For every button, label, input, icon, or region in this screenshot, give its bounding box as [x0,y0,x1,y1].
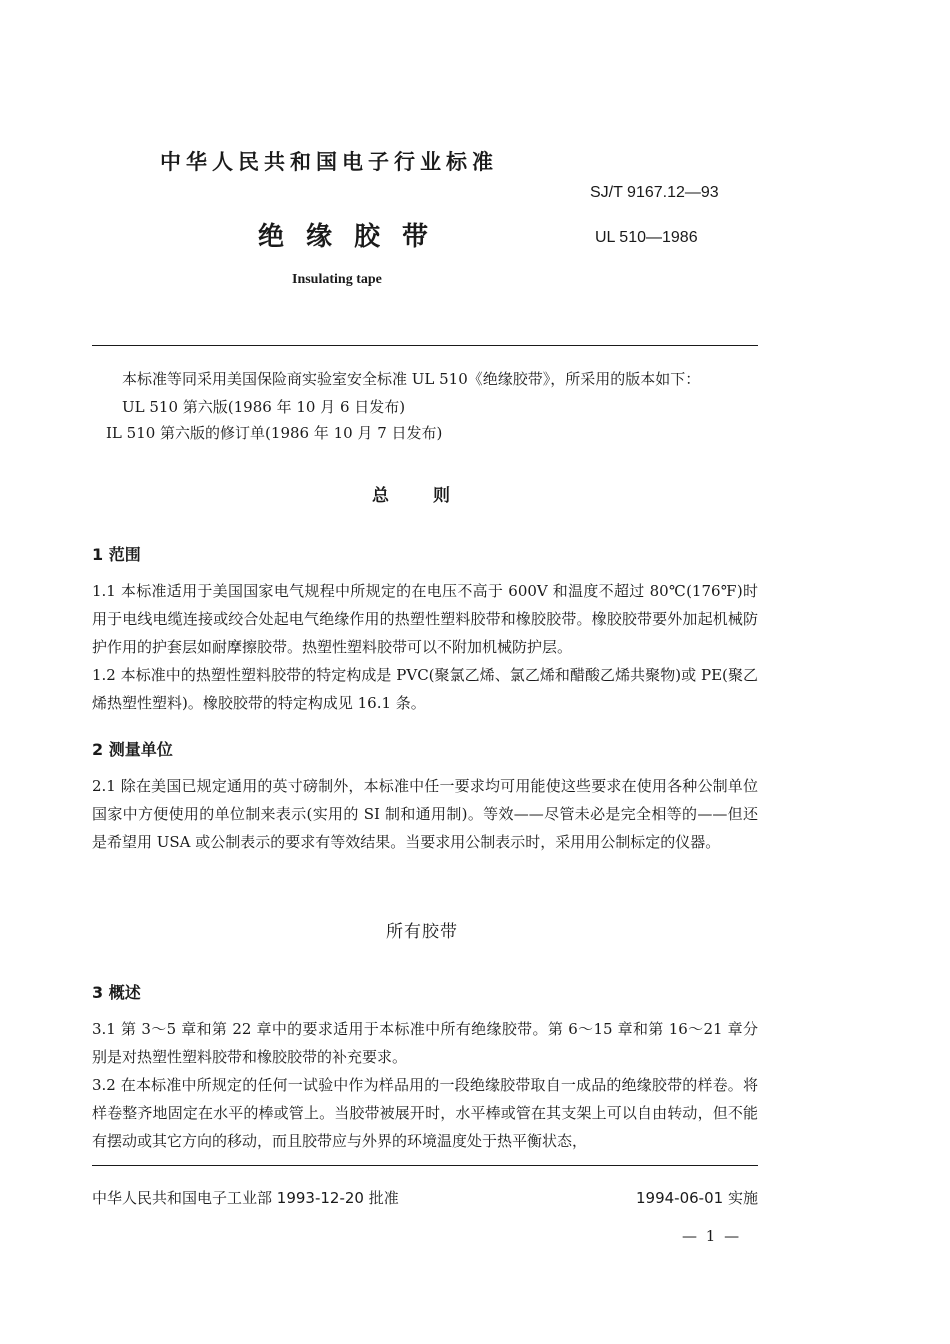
intro-line-3: IL 510 第六版的修订单(1986 年 10 月 7 日发布) [106,424,443,442]
clause-3-1: 3.1 第 3～5 章和第 22 章中的要求适用于本标准中所有绝缘胶带。第 6～15 章和第 16～21 章分别是对热塑性塑料胶带和橡胶胶带的补充要求。 [92,1020,758,1066]
page-number: — 1 — [682,1227,742,1245]
implementation-date: 1994-06-01 实施 [636,1189,758,1207]
clause-3-2: 3.2 在本标准中所规定的任何一试验中作为样品用的一段绝缘胶带取自一成品的绝缘胶带的样卷。将样卷整齐地固定在水平的棒或管上。当胶带被展开时，水平棒或管在其支架上可以自由转动，但不能有摆动或其它方向的移动，而且胶带应与外界的环境温度处于热平衡状态， [92,1076,758,1150]
standard-number: SJ/T 9167.12—93 [590,184,719,201]
document-title: 绝缘胶带 [258,222,451,252]
ul-number: UL 510—1986 [595,229,698,246]
clause-1-1: 1.1 本标准适用于美国国家电气规程中所规定的在电压不高于 600V 和温度不超过 80℃(176℉)时用于电线电缆连接或绞合处起电气绝缘作用的热塑性塑料胶带和橡胶胶带。橡胶胶带要外加起机械防护作用的护套层如耐摩擦胶带。热塑性塑料胶带可以不附加机械防护层。 [92,582,758,656]
clause-2-1: 2.1 除在美国已规定通用的英寸磅制外，本标准中任一要求均可用能使这些要求在使用各种公制单位国家中方便使用的单位制来表示(实用的 SI 制和通用制)。等效——尽管未必是完全相等的——但还是希望用 USA 或公制表示的要求有等效结果。当要求用公制表示时，采用用公制标定的仪器。 [92,777,758,851]
section-1-heading: 1 范围 [92,545,141,564]
section-general-heading: 总则 [372,486,494,506]
intro-line-1: 本标准等同采用美国保险商实验室安全标准 UL 510《绝缘胶带》，所采用的版本如下： [122,370,701,388]
english-title: Insulating tape [292,272,382,287]
bottom-divider [92,1165,758,1166]
all-tapes-heading: 所有胶带 [386,922,458,942]
org-title: 中华人民共和国电子行业标准 [160,150,498,174]
top-divider [92,345,758,346]
section-2-heading: 2 测量单位 [92,740,173,759]
approval-line: 中华人民共和国电子工业部 1993-12-20 批准 [92,1189,399,1207]
intro-line-2: UL 510 第六版(1986 年 10 月 6 日发布) [122,398,406,416]
section-3-heading: 3 概述 [92,983,141,1002]
clause-1-2: 1.2 本标准中的热塑性塑料胶带的特定构成是 PVC(聚氯乙烯、氯乙烯和醋酸乙烯共聚物)或 PE(聚乙烯热塑性塑料)。橡胶胶带的特定构成见 16.1 条。 [92,666,758,712]
